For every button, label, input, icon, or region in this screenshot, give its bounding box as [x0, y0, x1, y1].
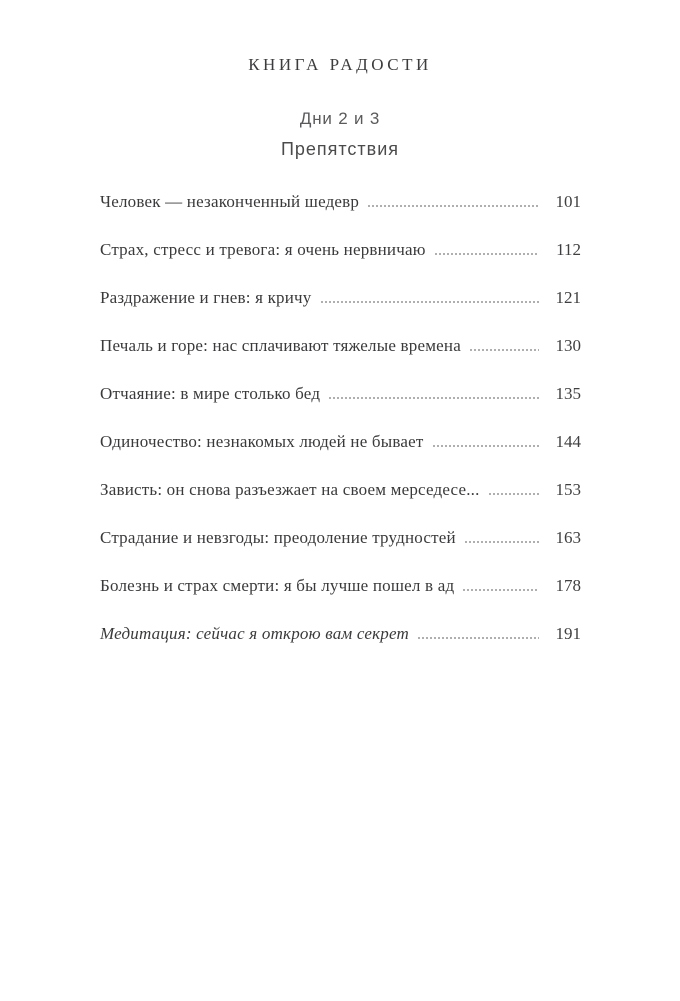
toc-entry-page: 153 — [555, 480, 581, 500]
toc-entry-title: Страдание и невзгоды: преодоление трудностей — [100, 528, 456, 548]
toc-entry-page: 178 — [555, 576, 581, 596]
toc-entry-title: Болезнь и страх смерти: я бы лучше пошел в ад — [100, 576, 455, 596]
toc-entry — [100, 356, 581, 404]
toc-entry — [100, 548, 581, 596]
toc-entry-title: Человек — незаконченный шедевр — [100, 192, 360, 212]
dot-leader — [417, 637, 539, 639]
dot-leader — [469, 349, 539, 351]
dot-leader — [432, 445, 540, 447]
toc-entry — [100, 260, 581, 308]
toc-entry — [100, 404, 581, 452]
toc-entry — [100, 212, 581, 260]
toc-entry-page: 112 — [556, 240, 581, 260]
toc-entry-page: 135 — [555, 384, 581, 404]
dot-leader — [320, 301, 539, 303]
toc-entry-title: Одиночество: незнакомых людей не бывает — [100, 432, 424, 452]
toc-entry-title: Отчаяние: в мире столько бед — [100, 384, 321, 404]
toc-entry-page: 101 — [555, 192, 581, 212]
toc-entry-title: Раздражение и гнев: я кричу — [100, 288, 312, 308]
toc-entry-page: 121 — [555, 288, 581, 308]
toc-entry — [100, 164, 581, 212]
dot-leader — [367, 205, 539, 207]
toc-entry — [100, 500, 581, 548]
toc-entry-page: 163 — [555, 528, 581, 548]
toc-entry-page: 191 — [555, 624, 581, 644]
toc-entry-page: 144 — [555, 432, 581, 452]
day-label: Дни 2 и 3 — [299, 109, 381, 128]
toc-entry-title: Медитация: сейчас я открою вам секрет — [100, 624, 410, 644]
toc-entry — [100, 308, 581, 356]
dot-leader — [462, 589, 539, 591]
dot-leader — [434, 253, 539, 255]
toc-entry — [100, 452, 581, 500]
toc-entry-page: 130 — [555, 336, 581, 356]
dot-leader — [464, 541, 539, 543]
table-of-contents — [100, 164, 581, 644]
section-title: Препятствия — [280, 139, 400, 159]
book-title: КНИГА РАДОСТИ — [248, 55, 432, 74]
toc-entry-title: Страх, стресс и тревога: я очень нервничаю — [100, 240, 426, 260]
toc-entry-title: Зависть: он снова разъезжает на своем мерседесе... — [100, 480, 480, 500]
toc-entry — [100, 596, 581, 644]
toc-entry-title: Печаль и горе: нас сплачивают тяжелые времена — [100, 336, 461, 356]
dot-leader — [328, 397, 539, 399]
dot-leader — [488, 493, 539, 495]
